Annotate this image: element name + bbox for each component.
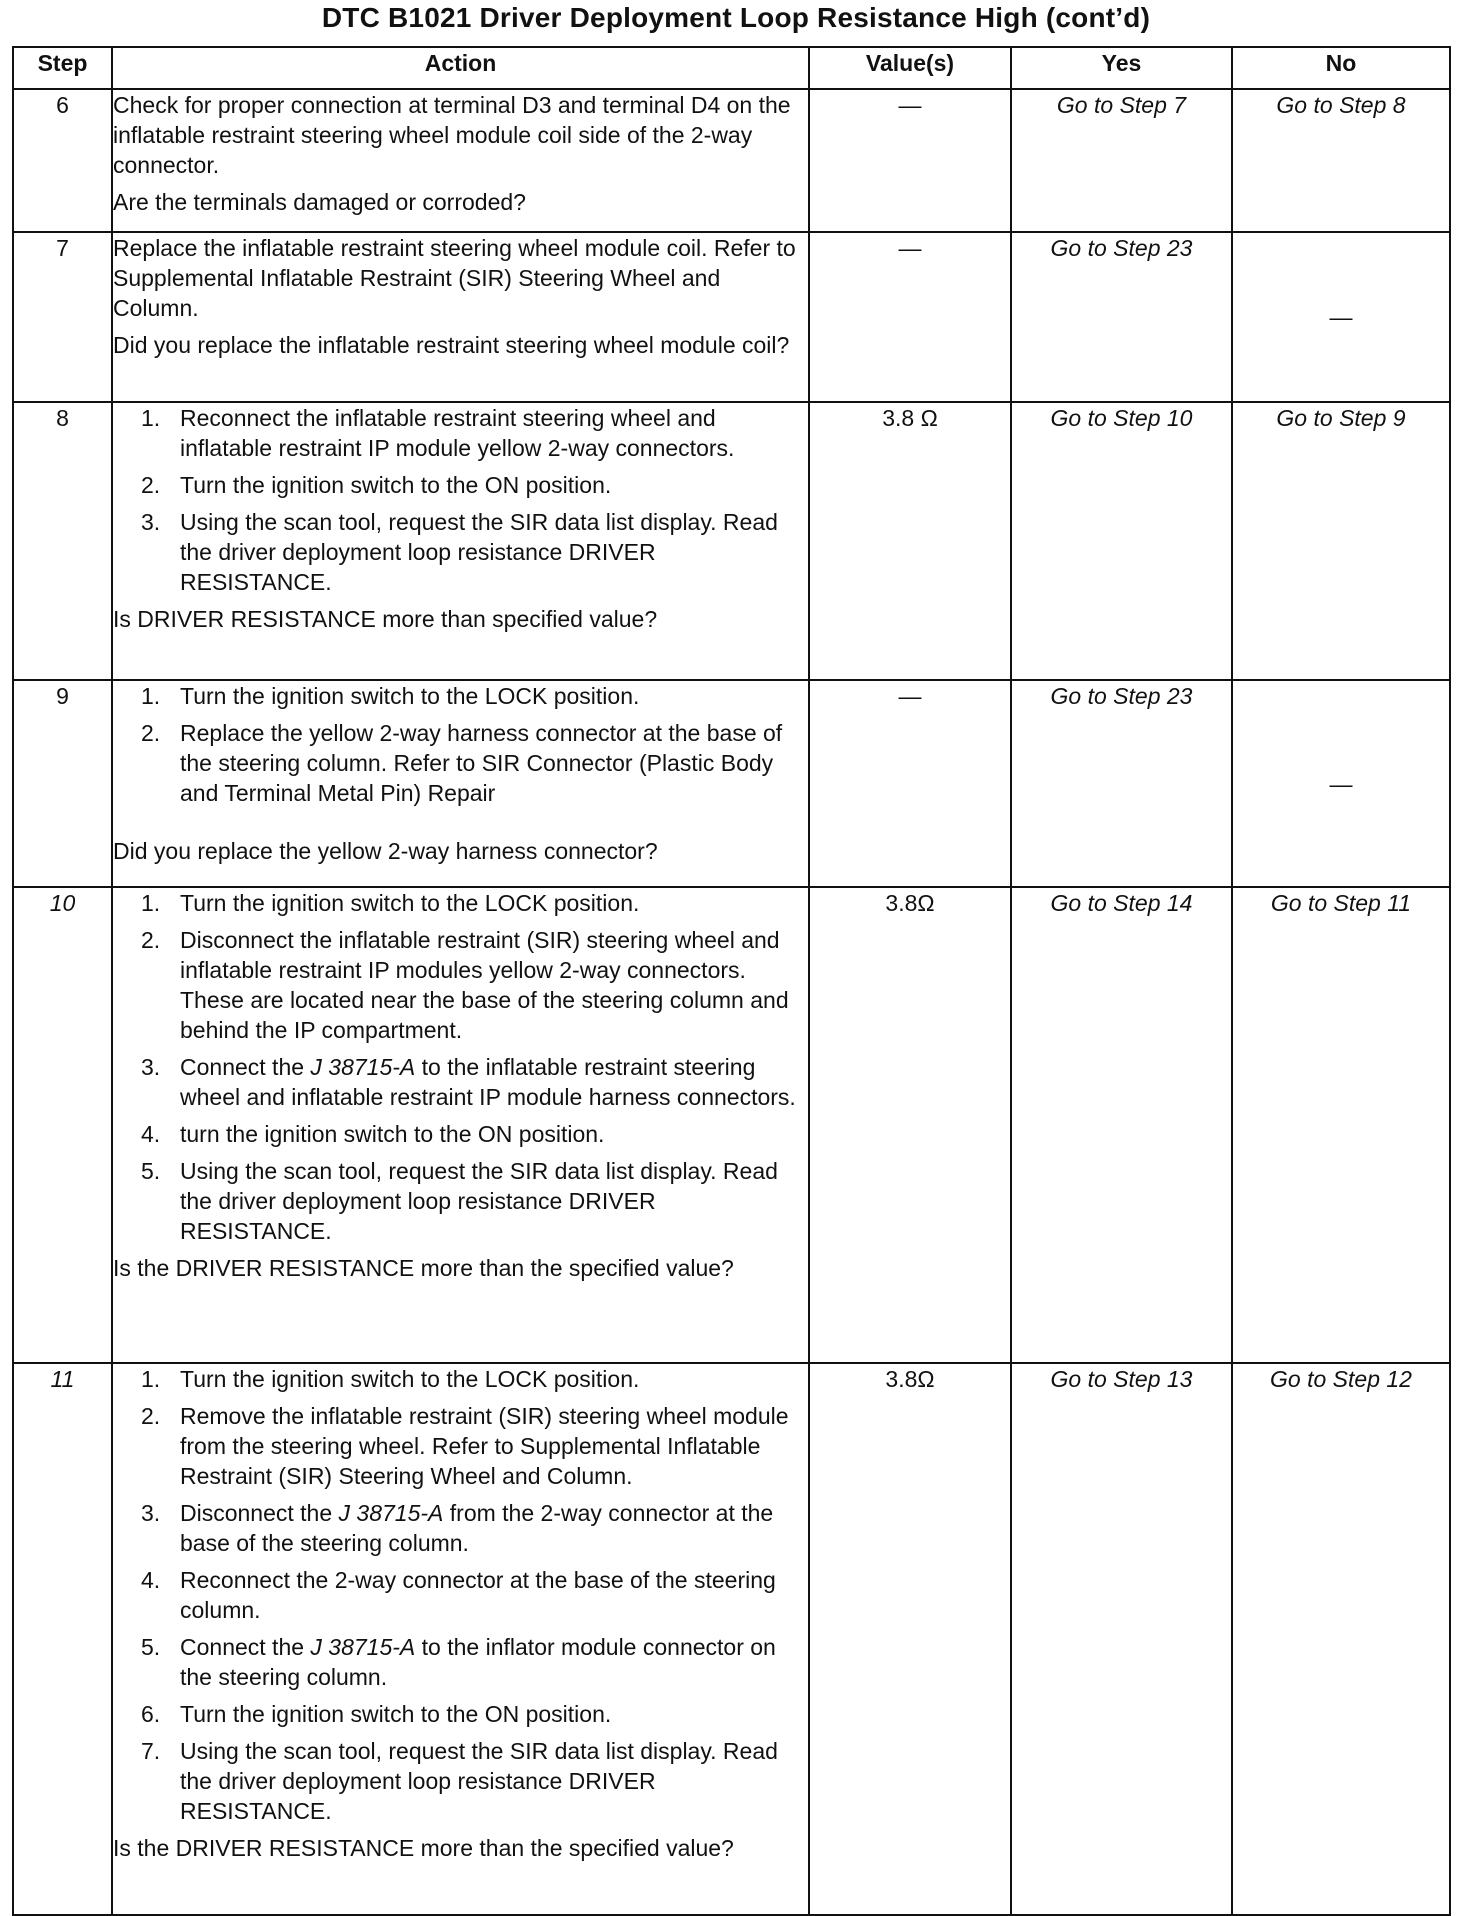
no-cell: Go to Step 9	[1232, 402, 1450, 680]
table-row	[13, 89, 1450, 232]
header-action: Action	[112, 47, 809, 89]
action-cell	[112, 89, 809, 232]
header-row	[13, 47, 1450, 89]
action-step: 2. Disconnect the inflatable restraint (SIR) steering wheel and inflatable restraint IP modules yellow 2-way connectors. These are located near the base of the steering column and behind the IP compartment.	[141, 927, 789, 1043]
page-title: DTC B1021 Driver Deployment Loop Resistance High (cont’d)	[321, 2, 1151, 33]
action-step: 1. Turn the ignition switch to the LOCK position.	[141, 683, 640, 709]
action-step: 2. Remove the inflatable restraint (SIR) steering wheel module from the steering wheel. Refer to Supplemental Inflatable Restraint (SIR) Steering Wheel and Column.	[141, 1403, 789, 1489]
value-cell: 3.8Ω	[809, 1363, 1011, 1915]
yes-cell: Go to Step 10	[1011, 402, 1232, 680]
action-step: 5. Using the scan tool, request the SIR data list display. Read the driver deployment loop resistance DRIVER RESISTANCE.	[141, 1158, 778, 1244]
action-question: Did you replace the yellow 2-way harness connector?	[113, 838, 658, 864]
yes-cell: Go to Step 23	[1011, 680, 1232, 887]
tool-reference: J 38715-A	[338, 1500, 444, 1526]
action-step: 7. Using the scan tool, request the SIR data list display. Read the driver deployment loop resistance DRIVER RESISTANCE.	[141, 1738, 778, 1824]
diagnostic-table	[12, 46, 1451, 1916]
action-step: 2. Replace the yellow 2-way harness connector at the base of the steering column. Refer to SIR Connector (Plastic Body and Terminal Metal Pin) Repair	[141, 720, 783, 806]
action-question: Is the DRIVER RESISTANCE more than the specified value?	[113, 1835, 734, 1861]
action-steps	[113, 888, 808, 1246]
action-step: 1. Turn the ignition switch to the LOCK position.	[141, 890, 640, 916]
no-cell: Go to Step 8	[1232, 89, 1450, 232]
yes-cell: Go to Step 7	[1011, 89, 1232, 232]
no-cell: Go to Step 11	[1232, 887, 1450, 1363]
action-step: 1. Turn the ignition switch to the LOCK position.	[141, 1366, 640, 1392]
action-steps	[113, 403, 808, 597]
step-number: 8	[13, 402, 112, 680]
action-cell	[112, 232, 809, 402]
step-number: 9	[13, 680, 112, 887]
action-step: 1. Reconnect the inflatable restraint steering wheel and inflatable restraint IP module yellow 2-way connectors.	[141, 405, 735, 461]
table-row	[13, 402, 1450, 680]
header-no: No	[1232, 47, 1450, 89]
action-cell	[112, 402, 809, 680]
yes-cell: Go to Step 14	[1011, 887, 1232, 1363]
no-cell: —	[1232, 680, 1450, 887]
no-cell: —	[1232, 232, 1450, 402]
action-steps	[113, 1364, 808, 1826]
action-question: Did you replace the inflatable restraint steering wheel module coil?	[113, 332, 790, 358]
action-text: Check for proper connection at terminal D3 and terminal D4 on the inflatable restraint steering wheel module coil side of the 2-way connector.	[113, 92, 791, 178]
yes-cell: Go to Step 23	[1011, 232, 1232, 402]
action-step: 4. turn the ignition switch to the ON position.	[141, 1121, 605, 1147]
action-cell	[112, 887, 809, 1363]
action-step: 3. Disconnect the J 38715-A from the 2-way connector at the base of the steering column.	[141, 1500, 774, 1556]
header-value: Value(s)	[809, 47, 1011, 89]
no-cell: Go to Step 12	[1232, 1363, 1450, 1915]
value-cell: —	[809, 232, 1011, 402]
yes-cell: Go to Step 13	[1011, 1363, 1232, 1915]
value-cell: —	[809, 680, 1011, 887]
action-step: 2. Turn the ignition switch to the ON position.	[141, 472, 612, 498]
action-step: 5. Connect the J 38715-A to the inflator module connector on the steering column.	[141, 1634, 776, 1690]
step-number: 6	[13, 89, 112, 232]
table-row	[13, 1363, 1450, 1915]
step-number: 10	[13, 887, 112, 1363]
step-number: 7	[13, 232, 112, 402]
action-step: 6. Turn the ignition switch to the ON position.	[141, 1701, 612, 1727]
table-row	[13, 680, 1450, 887]
action-cell	[112, 1363, 809, 1915]
step-number: 11	[13, 1363, 112, 1915]
action-text: Replace the inflatable restraint steering wheel module coil. Refer to Supplemental Inflatable Restraint (SIR) Steering Wheel and Column.	[113, 235, 796, 321]
action-step: 3. Connect the J 38715-A to the inflatable restraint steering wheel and inflatable restraint IP module harness connectors.	[141, 1054, 796, 1110]
table-row	[13, 232, 1450, 402]
tool-reference: J 38715-A	[310, 1054, 416, 1080]
action-steps	[113, 681, 808, 808]
header-yes: Yes	[1011, 47, 1232, 89]
action-question: Is DRIVER RESISTANCE more than specified value?	[113, 606, 658, 632]
action-question: Are the terminals damaged or corroded?	[113, 189, 526, 215]
action-step: 4. Reconnect the 2-way connector at the base of the steering column.	[141, 1567, 776, 1623]
tool-reference: J 38715-A	[310, 1634, 416, 1660]
value-cell: —	[809, 89, 1011, 232]
table-row	[13, 887, 1450, 1363]
header-step: Step	[13, 47, 112, 89]
action-cell	[112, 680, 809, 887]
value-cell: 3.8Ω	[809, 887, 1011, 1363]
action-question: Is the DRIVER RESISTANCE more than the specified value?	[113, 1255, 734, 1281]
action-step: 3. Using the scan tool, request the SIR data list display. Read the driver deployment loop resistance DRIVER RESISTANCE.	[141, 509, 778, 595]
value-cell: 3.8 Ω	[809, 402, 1011, 680]
